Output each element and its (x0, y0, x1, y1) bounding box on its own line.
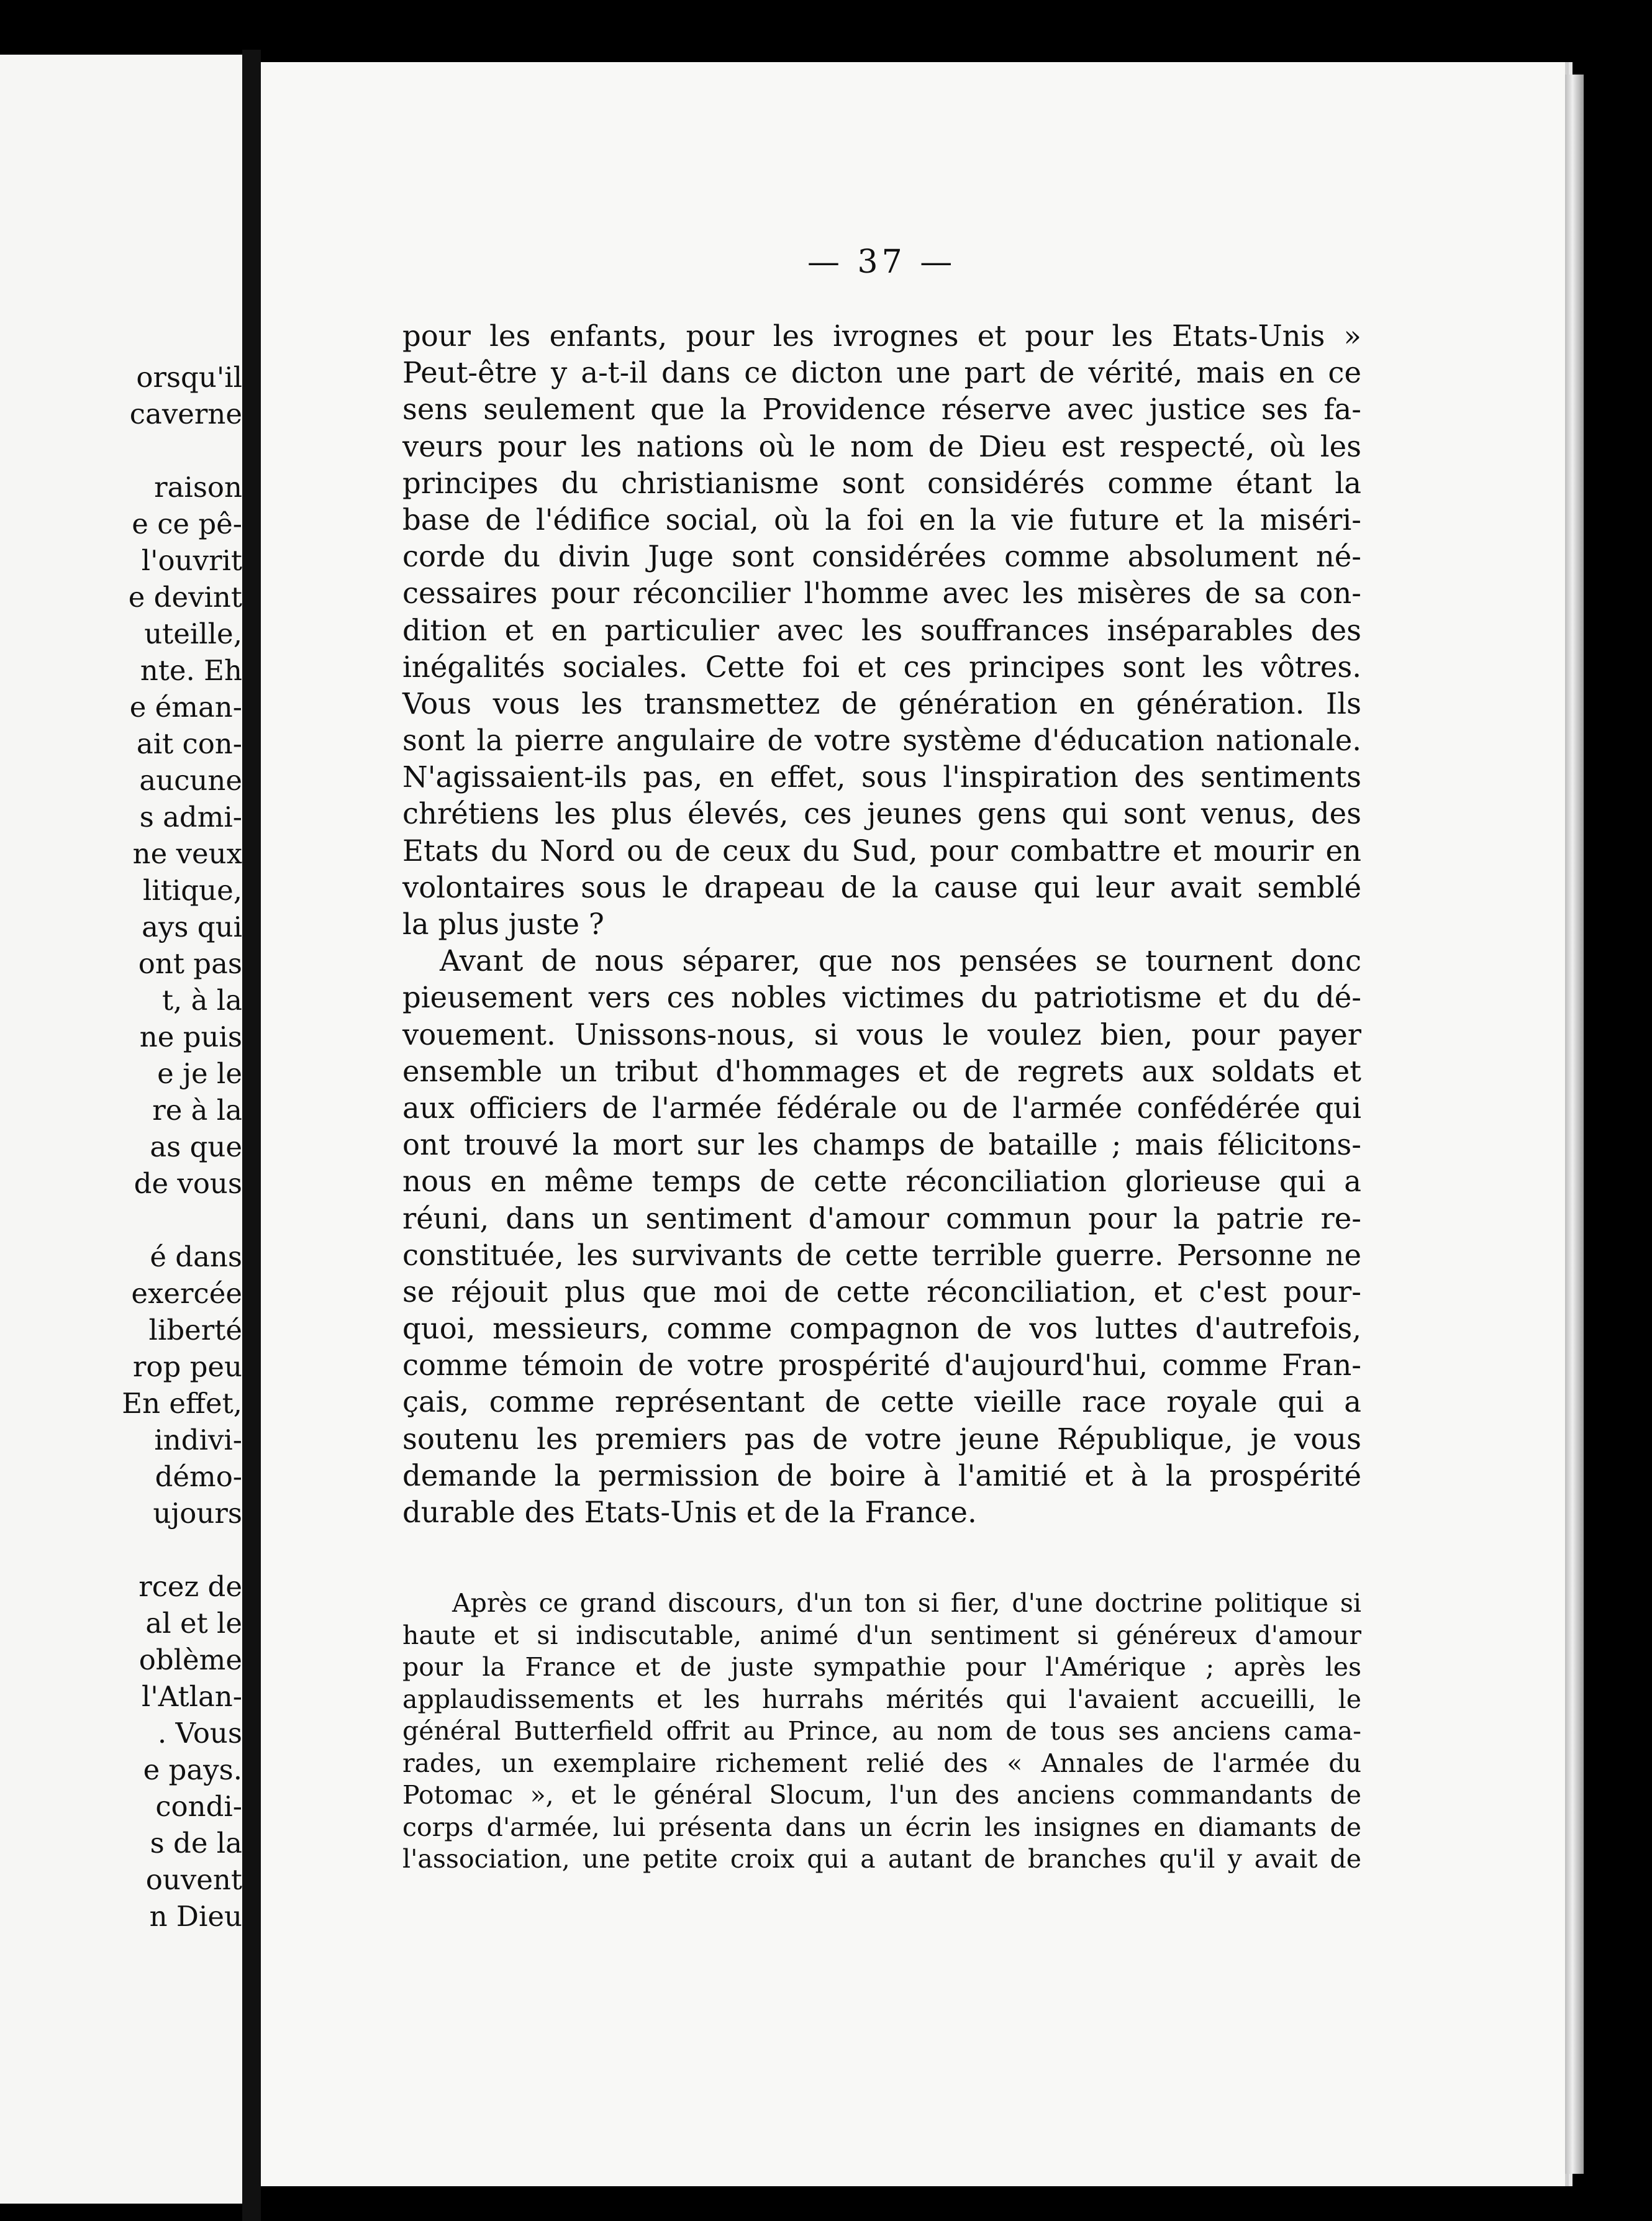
speech-line: ensemble un tribut d'hommages et de regrets aux soldats et (402, 1054, 1361, 1088)
left-page-line: En effet, (122, 1387, 242, 1420)
left-page-line (0, 1202, 242, 1238)
speech-line: Peut-être y a-t-il dans ce dicton une part de vérité, mais en ce (402, 356, 1361, 390)
left-page-line: ne puis (139, 1020, 242, 1053)
left-page-line: uteille, (144, 617, 242, 650)
speech-line: quoi, messieurs, comme compagnon de vos luttes d'autrefois, (402, 1312, 1361, 1346)
speech-line: Etats du Nord ou de ceux du Sud, pour combattre et mourir en (402, 833, 1361, 868)
left-page-line: l'Atlan- (142, 1680, 242, 1713)
narrative-line: général Butterfield offrit au Prince, au nom de tous ses anciens cama- (402, 1716, 1361, 1746)
left-page-line: litique, (143, 874, 242, 907)
narrative-line: haute et si indiscutable, animé d'un sentiment si généreux d'amour (402, 1620, 1361, 1650)
speech-line: comme témoin de votre prospérité d'aujourd'hui, comme Fran- (402, 1348, 1361, 1383)
left-page-line: ays qui (142, 911, 242, 943)
left-page-line: é dans (150, 1240, 242, 1273)
speech-line: demande la permission de boire à l'amitié et à la prospérité (402, 1458, 1361, 1492)
narrative-line: applaudissements et les hurrahs mérités qui l'avaient accueilli, le (402, 1684, 1361, 1714)
speech-line: veurs pour les nations où le nom de Dieu est respecté, où les (402, 429, 1361, 463)
left-page-line: exercée (131, 1277, 242, 1310)
speech-line: soutenu les premiers pas de votre jeune République, je vous (402, 1422, 1361, 1456)
speech-line: ont trouvé la mort sur les champs de bataille ; mais félicitons- (402, 1128, 1361, 1162)
narrative-line: Après ce grand discours, d'un ton si fier, d'une doctrine politique si (452, 1588, 1361, 1618)
speech-line: vouement. Unissons-nous, si vous le voulez bien, pour payer (402, 1017, 1361, 1051)
speech-line: sont la pierre angulaire de votre système d'éducation nationale. (402, 724, 1361, 758)
left-page-line: ouvent (145, 1863, 242, 1896)
left-page-line: e ce pê- (132, 507, 242, 540)
left-page-line: liberté (148, 1314, 242, 1347)
left-page-text (0, 359, 242, 1935)
speech-line: corde du divin Juge sont considérées comme absolument né- (402, 540, 1361, 574)
page-edge (1565, 75, 1584, 2174)
left-page-line: rcez de (138, 1570, 242, 1603)
left-page-line: caverne (129, 397, 242, 430)
left-page-line: ont pas (138, 947, 242, 980)
speech-line: çais, comme représentant de cette vieille race royale qui a (402, 1385, 1361, 1419)
left-page-line: nte. Eh (140, 654, 242, 687)
speech-line: durable des Etats-Unis et de la France. (402, 1496, 977, 1529)
narrative-text (402, 1587, 1361, 1876)
narrative-line: corps d'armée, lui présenta dans un écrin les insignes en diamants de (402, 1812, 1361, 1842)
speech-line: Avant de nous séparer, que nos pensées se tournent donc (440, 944, 1361, 978)
narrative-line: pour la France et de juste sympathie pour l'Amérique ; après les (402, 1652, 1361, 1682)
speech-line: inégalités sociales. Cette foi et ces principes sont les vôtres. (402, 650, 1361, 684)
speech-line: constituée, les survivants de cette terrible guerre. Personne ne (402, 1238, 1361, 1272)
speech-line: N'agissaient-ils pas, en effet, sous l'inspiration des sentiments (402, 760, 1361, 794)
left-page-line: s de la (150, 1827, 242, 1860)
page-number: — 37 — (807, 243, 956, 281)
speech-line: se réjouit plus que moi de cette réconciliation, et c'est pour- (402, 1274, 1361, 1309)
speech-line: pieusement vers ces nobles victimes du patriotisme et du dé- (402, 981, 1361, 1015)
left-page-line: t, à la (161, 984, 242, 1017)
narrative-line: rades, un exemplaire richement relié des « Annales de l'armée du (402, 1748, 1361, 1778)
left-page-line: e éman- (129, 691, 242, 724)
left-page-line: condi- (155, 1790, 242, 1823)
left-page-line: al et le (145, 1607, 242, 1640)
left-page-line: ait con- (136, 727, 242, 760)
speech-line: sens seulement que la Providence réserve avec justice ses fa- (402, 393, 1361, 427)
left-page-line: ujours (153, 1497, 242, 1530)
left-page-line: aucune (139, 764, 242, 797)
narrative-line: l'association, une petite croix qui a autant de branches qu'il y avait de (402, 1844, 1361, 1874)
left-page-line: de vous (134, 1167, 242, 1200)
left-page-line: e pays. (143, 1753, 242, 1786)
speech-line: volontaires sous le drapeau de la cause qui leur avait semblé (402, 870, 1361, 904)
speech-line: principes du christianisme sont considérés comme étant la (402, 466, 1361, 500)
left-page-line: indivi- (154, 1424, 242, 1456)
speech-line: Vous vous les transmettez de génération en génération. Ils (402, 686, 1361, 720)
speech-line: nous en même temps de cette réconciliation glorieuse qui a (402, 1165, 1361, 1199)
left-page-line (0, 432, 242, 469)
left-page-line: s admi- (139, 801, 242, 833)
speech-line: chrétiens les plus élevés, ces jeunes gens qui sont venus, des (402, 797, 1361, 831)
narrative-line: Potomac », et le général Slocum, l'un des anciens commandants de (402, 1780, 1361, 1810)
speech-line: la plus juste ? (402, 907, 604, 941)
left-page-line: oblème (138, 1643, 242, 1676)
left-page-line (0, 1532, 242, 1568)
speech-line: pour les enfants, pour les ivrognes et pour les Etats-Unis » (402, 319, 1361, 353)
speech-text (402, 318, 1361, 1531)
left-page-line: . Vous (157, 1717, 242, 1750)
left-page-line: l'ouvrit (141, 544, 242, 577)
left-page-fragment (0, 55, 242, 2204)
left-page-line: e devint (128, 581, 242, 614)
book-gutter (242, 50, 261, 2221)
speech-line: cessaires pour réconcilier l'homme avec les misères de sa con- (402, 576, 1361, 611)
left-page-line: re à la (152, 1094, 242, 1127)
speech-line: dition et en particulier avec les souffrances inséparables des (402, 613, 1361, 647)
left-page-line: as que (150, 1130, 242, 1163)
speech-line: aux officiers de l'armée fédérale ou de l'armée confédérée qui (402, 1091, 1361, 1125)
left-page-line: e je le (157, 1057, 242, 1090)
left-page-line: n Dieu (149, 1900, 242, 1933)
left-page-line: démo- (155, 1460, 242, 1493)
speech-line: réuni, dans un sentiment d'amour commun pour la patrie re- (402, 1201, 1361, 1235)
left-page-line: rop peu (132, 1350, 242, 1383)
speech-line: base de l'édifice social, où la foi en la vie future et la miséri- (402, 502, 1361, 537)
left-page-line: orsqu'il (136, 361, 242, 394)
left-page-line: raison (154, 471, 242, 504)
left-page-line: ne veux (132, 837, 242, 870)
